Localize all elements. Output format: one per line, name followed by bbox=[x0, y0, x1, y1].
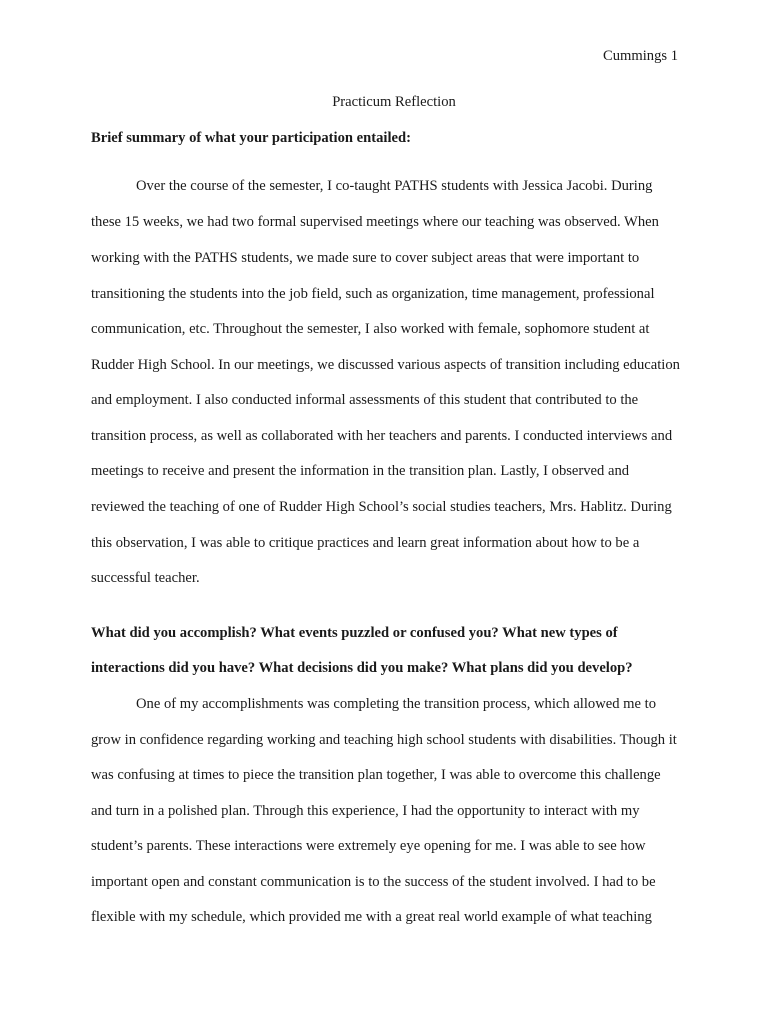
paragraph-line: transitioning the students into the job field, such as organization, time management, professional bbox=[91, 286, 655, 302]
section-heading: What did you accomplish? What events puzzled or confused you? What new types of bbox=[91, 625, 618, 641]
paragraph-line: One of my accomplishments was completing the transition process, which allowed me to bbox=[136, 696, 656, 712]
paragraph-line: student’s parents. These interactions were extremely eye opening for me. I was able to see how bbox=[91, 838, 646, 854]
paragraph-line: this observation, I was able to critique practices and learn great information about how to be a bbox=[91, 535, 640, 551]
paragraph-line: was confusing at times to piece the transition plan together, I was able to overcome this challenge bbox=[91, 767, 661, 783]
paragraph-line: Rudder High School. In our meetings, we discussed various aspects of transition including education bbox=[91, 357, 680, 373]
running-head: Cummings 1 bbox=[602, 48, 678, 64]
paragraph-line: Over the course of the semester, I co-taught PATHS students with Jessica Jacobi. During bbox=[136, 178, 653, 194]
document-title: Practicum Reflection bbox=[332, 94, 456, 110]
paragraph-line: working with the PATHS students, we made sure to cover subject areas that were important to bbox=[91, 250, 640, 266]
paragraph-line: reviewed the teaching of one of Rudder High School’s social studies teachers, Mrs. Hablitz. During bbox=[91, 499, 672, 515]
paragraph-line: important open and constant communication is to the success of the student involved. I had to be bbox=[91, 874, 656, 890]
paragraph-line: communication, etc. Throughout the semester, I also worked with female, sophomore student at bbox=[91, 321, 650, 337]
section-heading: interactions did you have? What decisions did you make? What plans did you develop? bbox=[91, 660, 633, 676]
paragraph-line: transition process, as well as collaborated with her teachers and parents. I conducted interviews and bbox=[91, 428, 673, 444]
paragraph-line: meetings to receive and present the information in the transition plan. Lastly, I observed and bbox=[91, 463, 630, 479]
paragraph-line: these 15 weeks, we had two formal supervised meetings where our teaching was observed. When bbox=[91, 214, 659, 230]
paragraph-line: grow in confidence regarding working and teaching high school students with disabilities. Though it bbox=[91, 732, 677, 748]
paragraph-line: and employment. I also conducted informal assessments of this student that contributed to the bbox=[91, 392, 639, 408]
paragraph-line: and turn in a polished plan. Through this experience, I had the opportunity to interact with my bbox=[91, 803, 640, 819]
paragraph-line: flexible with my schedule, which provided me with a great real world example of what teaching bbox=[91, 909, 652, 925]
paragraph-line: successful teacher. bbox=[91, 570, 200, 586]
section-heading: Brief summary of what your participation entailed: bbox=[91, 130, 411, 146]
